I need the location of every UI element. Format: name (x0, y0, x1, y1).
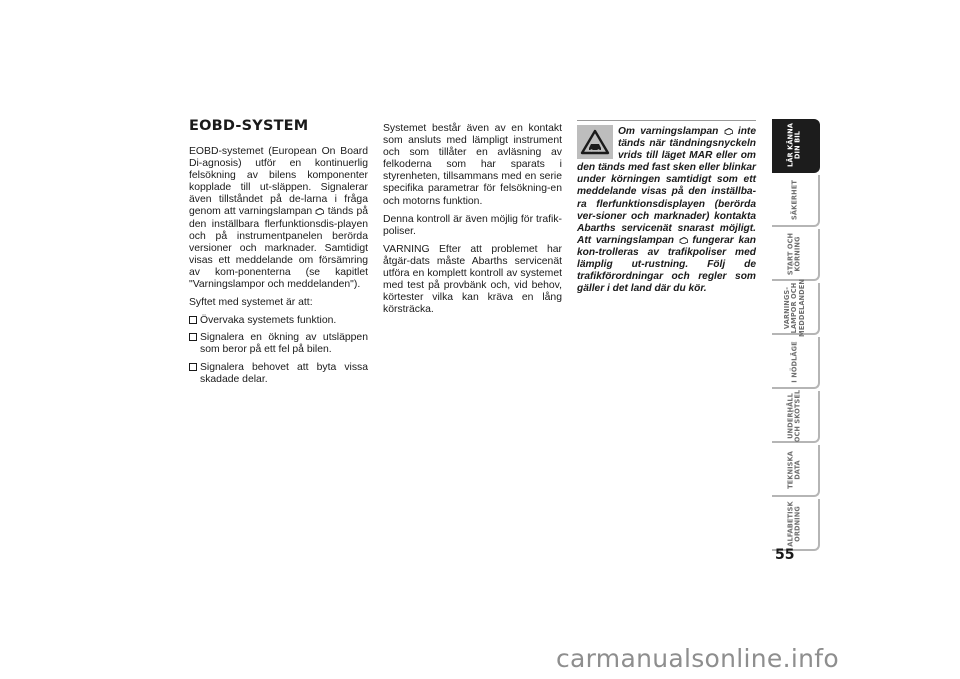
checkbox-bullet-icon (189, 316, 197, 324)
tab-underhall[interactable]: UNDERHÅLL OCH SKÖTSEL (772, 391, 820, 443)
purpose-list (189, 315, 368, 385)
tab-lar-kanna-din-bil[interactable]: LÄR KÄNNA DIN BIL (772, 119, 820, 173)
tab-start-och-korning[interactable]: START OCH KÖRNING (772, 229, 820, 281)
checkbox-bullet-icon (189, 363, 197, 371)
warning-divider (577, 120, 756, 121)
tab-sakerhet[interactable]: SÄKERHET (772, 175, 820, 227)
tab-i-nodlage[interactable]: I NÖDLÄGE (772, 337, 820, 389)
page-number: 55 (775, 547, 795, 563)
engine-warning-icon (679, 237, 688, 244)
list-item: Signalera behovet att byta vissa skadade delar. (189, 362, 368, 386)
column-left (189, 146, 368, 391)
purpose-paragraph: Syftet med systemet är att: (189, 297, 313, 309)
watermark: carmanualsonline.info (556, 644, 839, 673)
police-paragraph: Denna kontroll är även möjlig för trafik-poliser. (383, 213, 562, 237)
caution-paragraph: VARNING Efter att problemet har åtgär-dats måste Abarths servicenät utföra en komplett kontroll av systemet med test på provbänk och, vid behov, körtester vilka kan kräva en lång körsträcka. (383, 243, 562, 316)
list-item: Signalera en ökning av utsläppen som beror på ett fel på bilen. (189, 332, 368, 356)
warning-note: Om varningslampan inte tänds när tändningsnyckeln vrids till läget MAR eller om den tänds med fast sken eller blinkar under körningen samtidigt som ett meddelande visas på den inställba-ra flerfunktionsdisplayen (berörda ver-sioner och marknader) kontakta Abarths servicenät snarast möjligt. Att varningslampan fungerar kan kon-trolleras av trafikpoliser med lämplig ut-rustning. Följ de trafikförordningar och regler som gäller i det land där du kör. (577, 126, 756, 295)
connector-paragraph: Systemet består även av en kontakt som ansluts med lämpligt instrument och som tillåter en avläsning av felkoderna som har sparats i styrenheten, tillsammans med en serie specifika parametrar för felsökning-en och motorns funktion. (383, 123, 562, 207)
engine-warning-icon (724, 128, 733, 135)
intro-paragraph: EOBD-systemet (European On Board Di-agnosis) utför en kontinuerlig felsökning av bilens komponenter kopplade till ut-släppen. Signalerar även tillståndet på de-larna i fråga genom att varningslampan tänds på den inställbara flerfunktionsdis-playen och på instrumentpanelen berörda versioner och marknader. Samtidigt visas ett meddelande om försämring av kom-ponenterna (se kapitlet "Varningslampor och meddelanden"). (189, 146, 368, 291)
list-item: Övervaka systemets funktion. (189, 315, 368, 327)
chapter-tabs (772, 119, 820, 553)
tab-varningslampor[interactable]: VARNINGS- LAMPOR OCH MEDDELANDEN (772, 283, 820, 335)
section-title: EOBD-SYSTEM (189, 118, 309, 134)
tab-tekniska-data[interactable]: TEKNISKA DATA (772, 445, 820, 497)
column-middle (383, 123, 562, 322)
checkbox-bullet-icon (189, 333, 197, 341)
tab-alfabetisk-ordning[interactable]: ALFABETISK ORDNING (772, 499, 820, 551)
